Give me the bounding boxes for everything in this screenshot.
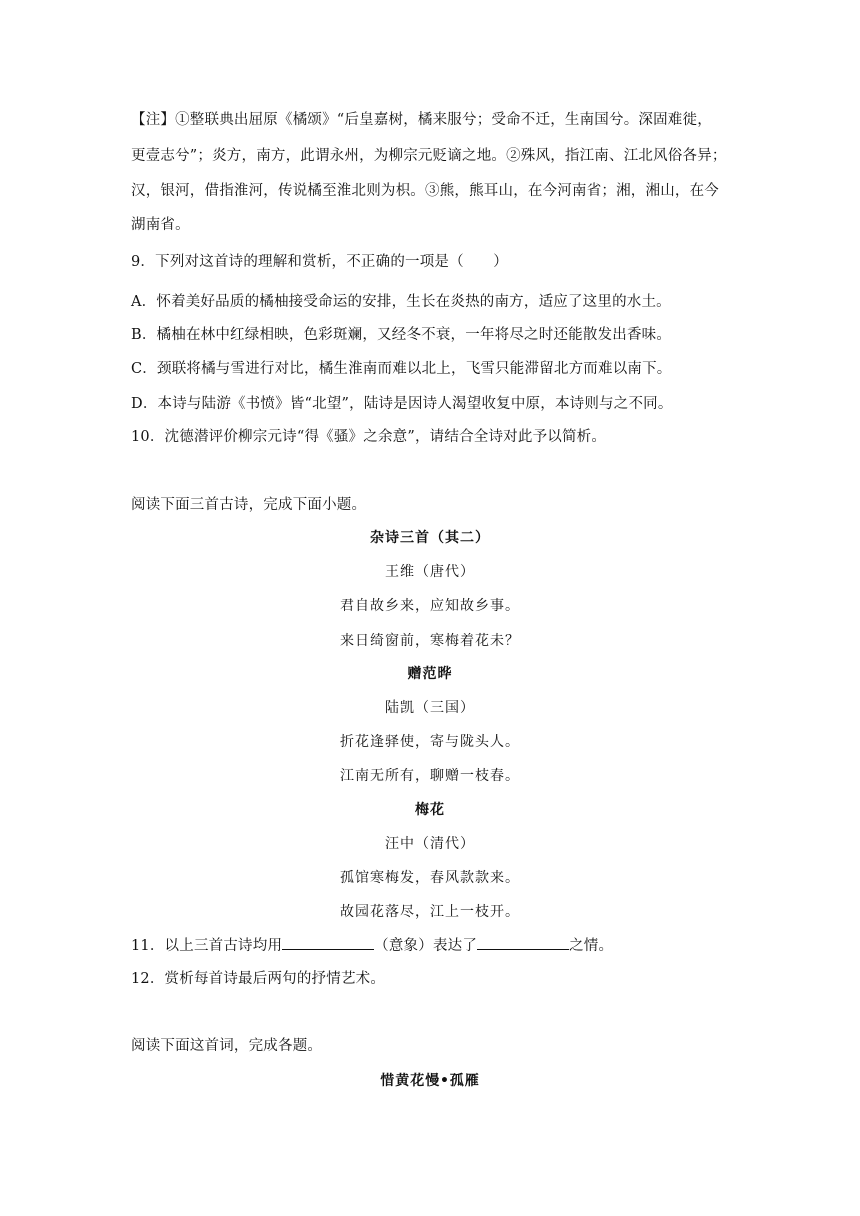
question-11-part-3: 之情。 — [569, 938, 614, 954]
poem-3-line-1: 孤馆寒梅发，春风款款来。 — [340, 870, 520, 886]
section-3-title: 惜黄花慢•孤雁 — [380, 1073, 480, 1089]
question-9-option-c: C．颈联将橘与雪进行对比，橘生淮南而难以北上，飞雪只能滞留北方而难以南下。 — [131, 361, 672, 377]
question-11-part-2: （意象）表达了 — [374, 938, 478, 954]
section-3-intro: 阅读下面这首词，完成各题。 — [131, 1038, 323, 1054]
question-10: 10．沈德潜评价柳宗元诗“得《骚》之余意”，请结合全诗对此予以简析。 — [131, 429, 607, 445]
question-9-option-d: D．本诗与陆游《书愤》皆“北望”，陆诗是因诗人渴望收复中原，本诗则与之不同。 — [131, 396, 673, 412]
poem-3-line-2: 故园花落尽，江上一枝开。 — [340, 904, 520, 920]
poem-2-line-1: 折花逢驿使，寄与陇头人。 — [340, 734, 520, 750]
answer-blank-1[interactable] — [282, 935, 374, 950]
answer-blank-2[interactable] — [477, 935, 569, 950]
poem-2-title: 赠范晔 — [407, 666, 453, 682]
poem-1-author: 王维（唐代） — [385, 564, 475, 580]
poem-2-line-2: 江南无所有，聊赠一枝春。 — [340, 768, 520, 784]
poem-1-line-2: 来日绮窗前，寒梅着花未？ — [340, 633, 520, 649]
note-line-1: 【注】①整联典出屈原《橘颂》“后皇嘉树，橘来服兮；受命不迁，生南国兮。深固难徙， — [131, 112, 712, 128]
section-2-intro: 阅读下面三首古诗，完成下面小题。 — [131, 497, 367, 513]
question-9-option-a: A．怀着美好品质的橘柚接受命运的安排，生长在炎热的南方，适应了这里的水土。 — [131, 294, 671, 310]
question-11 — [131, 935, 751, 956]
note-line-2: 更壹志兮”；炎方，南方，此谓永州，为柳宗元贬谪之地。②殊风，指江南、江北风俗各异； — [131, 148, 727, 164]
question-12: 12．赏析每首诗最后两句的抒情艺术。 — [131, 971, 386, 987]
poem-1-title: 杂诗三首（其二） — [370, 530, 490, 546]
question-9-option-b: B．橘柚在林中红绿相映，色彩斑斓，又经冬不衰，一年将尽之时还能散发出香味。 — [131, 327, 672, 343]
note-line-4: 湖南省。 — [131, 217, 190, 233]
question-11-part-1: 11．以上三首古诗均用 — [131, 938, 283, 954]
poem-3-title: 梅花 — [415, 802, 445, 818]
question-9-stem: 9．下列对这首诗的理解和赏析，不正确的一项是（ ） — [131, 254, 508, 270]
poem-1-line-1: 君自故乡来，应知故乡事。 — [340, 598, 520, 614]
note-line-3: 汉，银河，借指淮河，传说橘至淮北则为枳。③熊，熊耳山，在今河南省；湘，湘山，在今 — [131, 183, 719, 199]
poem-3-author: 汪中（清代） — [385, 836, 475, 852]
poem-2-author: 陆凯（三国） — [385, 700, 475, 716]
